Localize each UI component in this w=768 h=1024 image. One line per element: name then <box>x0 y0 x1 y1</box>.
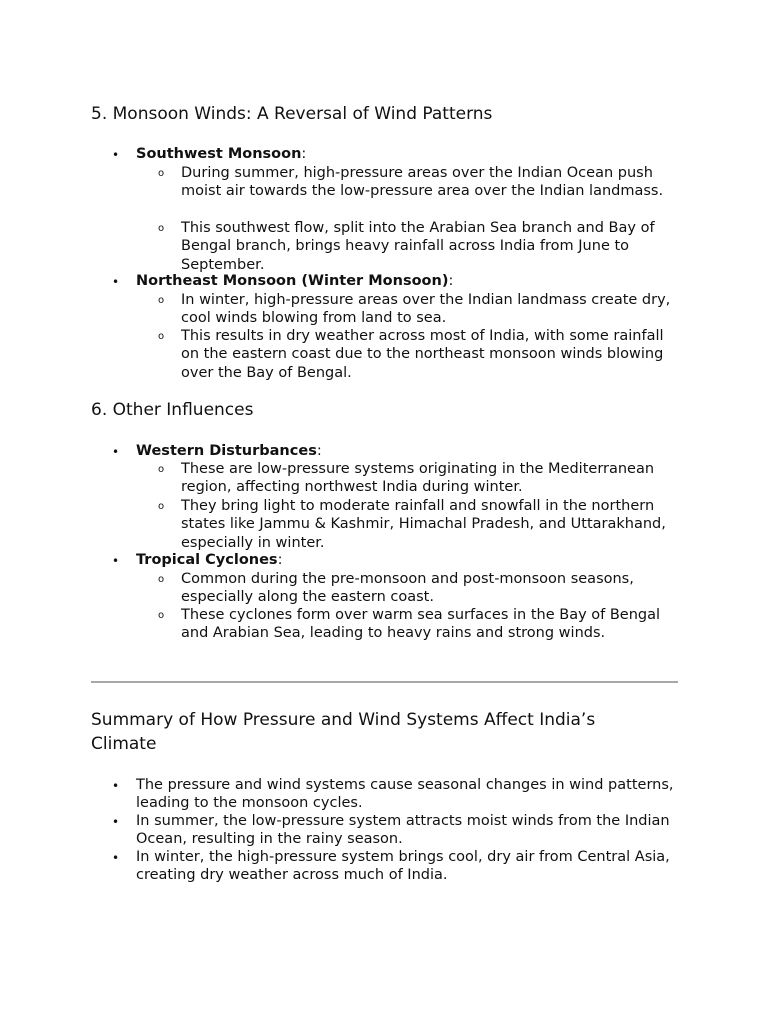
sub-item-text: In winter, high-pressure areas over the Indian landmass create dry, cool winds blowing from land to sea. <box>181 292 671 327</box>
bullet: • <box>112 275 120 289</box>
sub-item-text: These are low-pressure systems originating in the Mediterranean region, affecting northwest India during winter. <box>181 461 655 496</box>
sub-bullet: o <box>158 574 165 585</box>
list-item-northeast-monsoon <box>136 272 676 290</box>
sub-bullet: o <box>158 168 165 179</box>
sub-item-text: These cyclones form over warm sea surfaces in the Bay of Bengal and Arabian Sea, leading to heavy rains and strong winds. <box>181 607 661 642</box>
bullet: • <box>112 445 120 459</box>
list-item-western-disturbances <box>136 442 676 460</box>
summary-item-text: In winter, the high-pressure system brings cool, dry air from Central Asia, creating dry weather across much of India. <box>136 849 670 884</box>
horizontal-divider <box>91 681 678 683</box>
bullet: • <box>112 815 120 829</box>
sub-bullet: o <box>158 464 165 475</box>
sub-bullet: o <box>158 331 165 342</box>
summary-item-text: The pressure and wind systems cause seasonal changes in wind patterns, leading to the monsoon cycles. <box>136 777 674 812</box>
bullet: • <box>112 554 120 568</box>
sub-item-text: They bring light to moderate rainfall and snowfall in the northern states like Jammu & Kashmir, Himachal Pradesh, and Uttarakhand, especially in winter. <box>181 498 666 551</box>
sub-item-text: Common during the pre-monsoon and post-monsoon seasons, especially along the eastern coast. <box>181 571 634 606</box>
sub-item-text: This results in dry weather across most of India, with some rainfall on the eastern coast due to the northeast monsoon winds blowing over the Bay of Bengal. <box>181 328 664 381</box>
item-colon: : <box>301 146 307 162</box>
bullet: • <box>112 779 120 793</box>
sub-bullet: o <box>158 295 165 306</box>
sub-item-text: During summer, high-pressure areas over the Indian Ocean push moist air towards the low-pressure area over the Indian landmass. <box>181 165 664 200</box>
summary-item-text: In summer, the low-pressure system attracts moist winds from the Indian Ocean, resulting in the rainy season. <box>136 813 670 848</box>
sub-item-text: This southwest flow, split into the Arabian Sea branch and Bay of Bengal branch, brings heavy rainfall across India from June to September. <box>181 220 655 273</box>
sub-bullet: o <box>158 223 165 234</box>
item-title: Tropical Cyclones <box>136 552 278 568</box>
sub-bullet: o <box>158 501 165 512</box>
item-colon: : <box>277 552 283 568</box>
item-title: Southwest Monsoon <box>136 146 302 162</box>
bullet: • <box>112 148 120 162</box>
list-item-southwest-monsoon <box>136 145 676 163</box>
item-title: Northeast Monsoon (Winter Monsoon) <box>136 273 449 289</box>
item-colon: : <box>316 443 322 459</box>
sub-bullet: o <box>158 610 165 621</box>
section-6-heading: 6. Other Influences <box>91 400 254 420</box>
item-colon: : <box>448 273 454 289</box>
summary-heading: Summary of How Pressure and Wind Systems Affect India’s Climate <box>91 710 596 754</box>
bullet: • <box>112 851 120 865</box>
list-item-tropical-cyclones <box>136 551 676 569</box>
section-5-heading: 5. Monsoon Winds: A Reversal of Wind Patterns <box>91 104 493 124</box>
item-title: Western Disturbances <box>136 443 317 459</box>
